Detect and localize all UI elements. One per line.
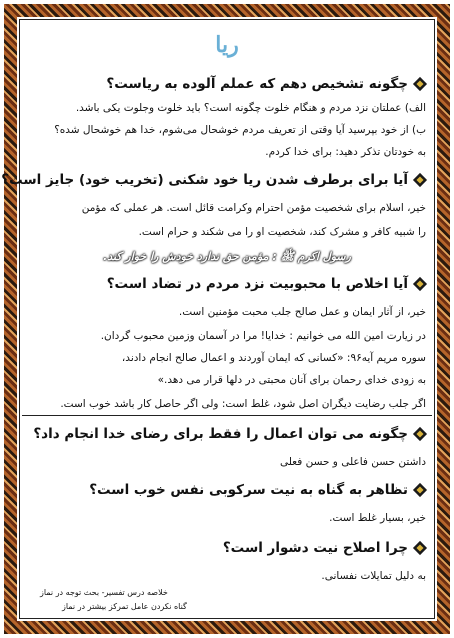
question-1: چگونه تشخیص دهم که عملم آلوده به ریاست؟ — [26, 76, 428, 92]
diamond-bullet-icon — [412, 172, 428, 188]
answer-line: ب) از خود بپرسید آیا وقتی از تعریف مردم خوشحال می‌شوم، خدا هم خوشحال شده؟ — [54, 124, 426, 136]
question-6: چرا اصلاح نیت دشوار است؟ — [26, 540, 428, 556]
diamond-bullet-icon — [412, 482, 428, 498]
answer-line: به دلیل تمایلات نفسانی. — [321, 570, 426, 582]
document-body — [1, 22, 432, 616]
question-3: آیا اخلاص با محبوبیت نزد مردم در تضاد است؟ — [26, 276, 428, 292]
hadith-quote: رسول اکرم ﷺ : مؤمن حق ندارد خودش را خوار کند. — [103, 250, 351, 263]
answer-line: الف) عملتان نزد مردم و هنگام خلوت چگونه است؟ باید خلوت وجلوت یکی باشد. — [75, 102, 426, 114]
diamond-bullet-icon — [412, 76, 428, 92]
question-2: آیا برای برطرف شدن ریا خود شکنی (تخریب خود) جایز است؟ — [26, 172, 428, 188]
answer-line: به زودی خدای رحمان برای آنان محبتی در دلها قرار می دهد.» — [157, 374, 426, 386]
answer-line: سوره مریم آیه۹۶: «کسانی که ایمان آوردند و اعمال صالح انجام دادند، — [121, 352, 426, 364]
diamond-bullet-icon — [412, 426, 428, 442]
answer-line: خیر، بسیار غلط است. — [329, 512, 426, 524]
answer-line: خیر، از آثار ایمان و عمل صالح جلب محبت مؤمنین است. — [178, 306, 426, 318]
answer-line: اگر جلب رضایت دیگران اصل شود، غلط است: ولی اگر حاصل کار باشد خوب است. — [60, 398, 426, 410]
footer-note-1: خلاصه درس تفسیر- بحث توجه در نماز — [40, 588, 168, 597]
footer-note-2: گناه نکردن عامل تمرکز بیشتر در نماز — [62, 602, 187, 611]
divider — [22, 415, 432, 416]
answer-line: داشتن حسن فاعلی و حسن فعلی — [279, 456, 426, 468]
question-4: چگونه می توان اعمال را فقط برای رضای خدا انجام داد؟ — [26, 426, 428, 442]
answer-line: در زیارت امین الله می خوانیم : خدایا! مرا در آسمان وزمین محبوب گردان. — [100, 330, 426, 342]
question-5: تظاهر به گناه به نیت سرکوبی نفس خوب است؟ — [26, 482, 428, 498]
answer-line: را شبیه کافر و مشرک کند، شخصیت او را می شکند و حرام است. — [138, 226, 426, 238]
answer-line: خیر، اسلام برای شخصیت مؤمن احترام وکرامت قائل است. هر عملی که مؤمن — [81, 202, 426, 214]
diamond-bullet-icon — [412, 276, 428, 292]
answer-line: به خودتان تذکر دهید: برای خدا کردم. — [265, 146, 426, 158]
diamond-bullet-icon — [412, 540, 428, 556]
page-title: ریا — [215, 32, 239, 58]
